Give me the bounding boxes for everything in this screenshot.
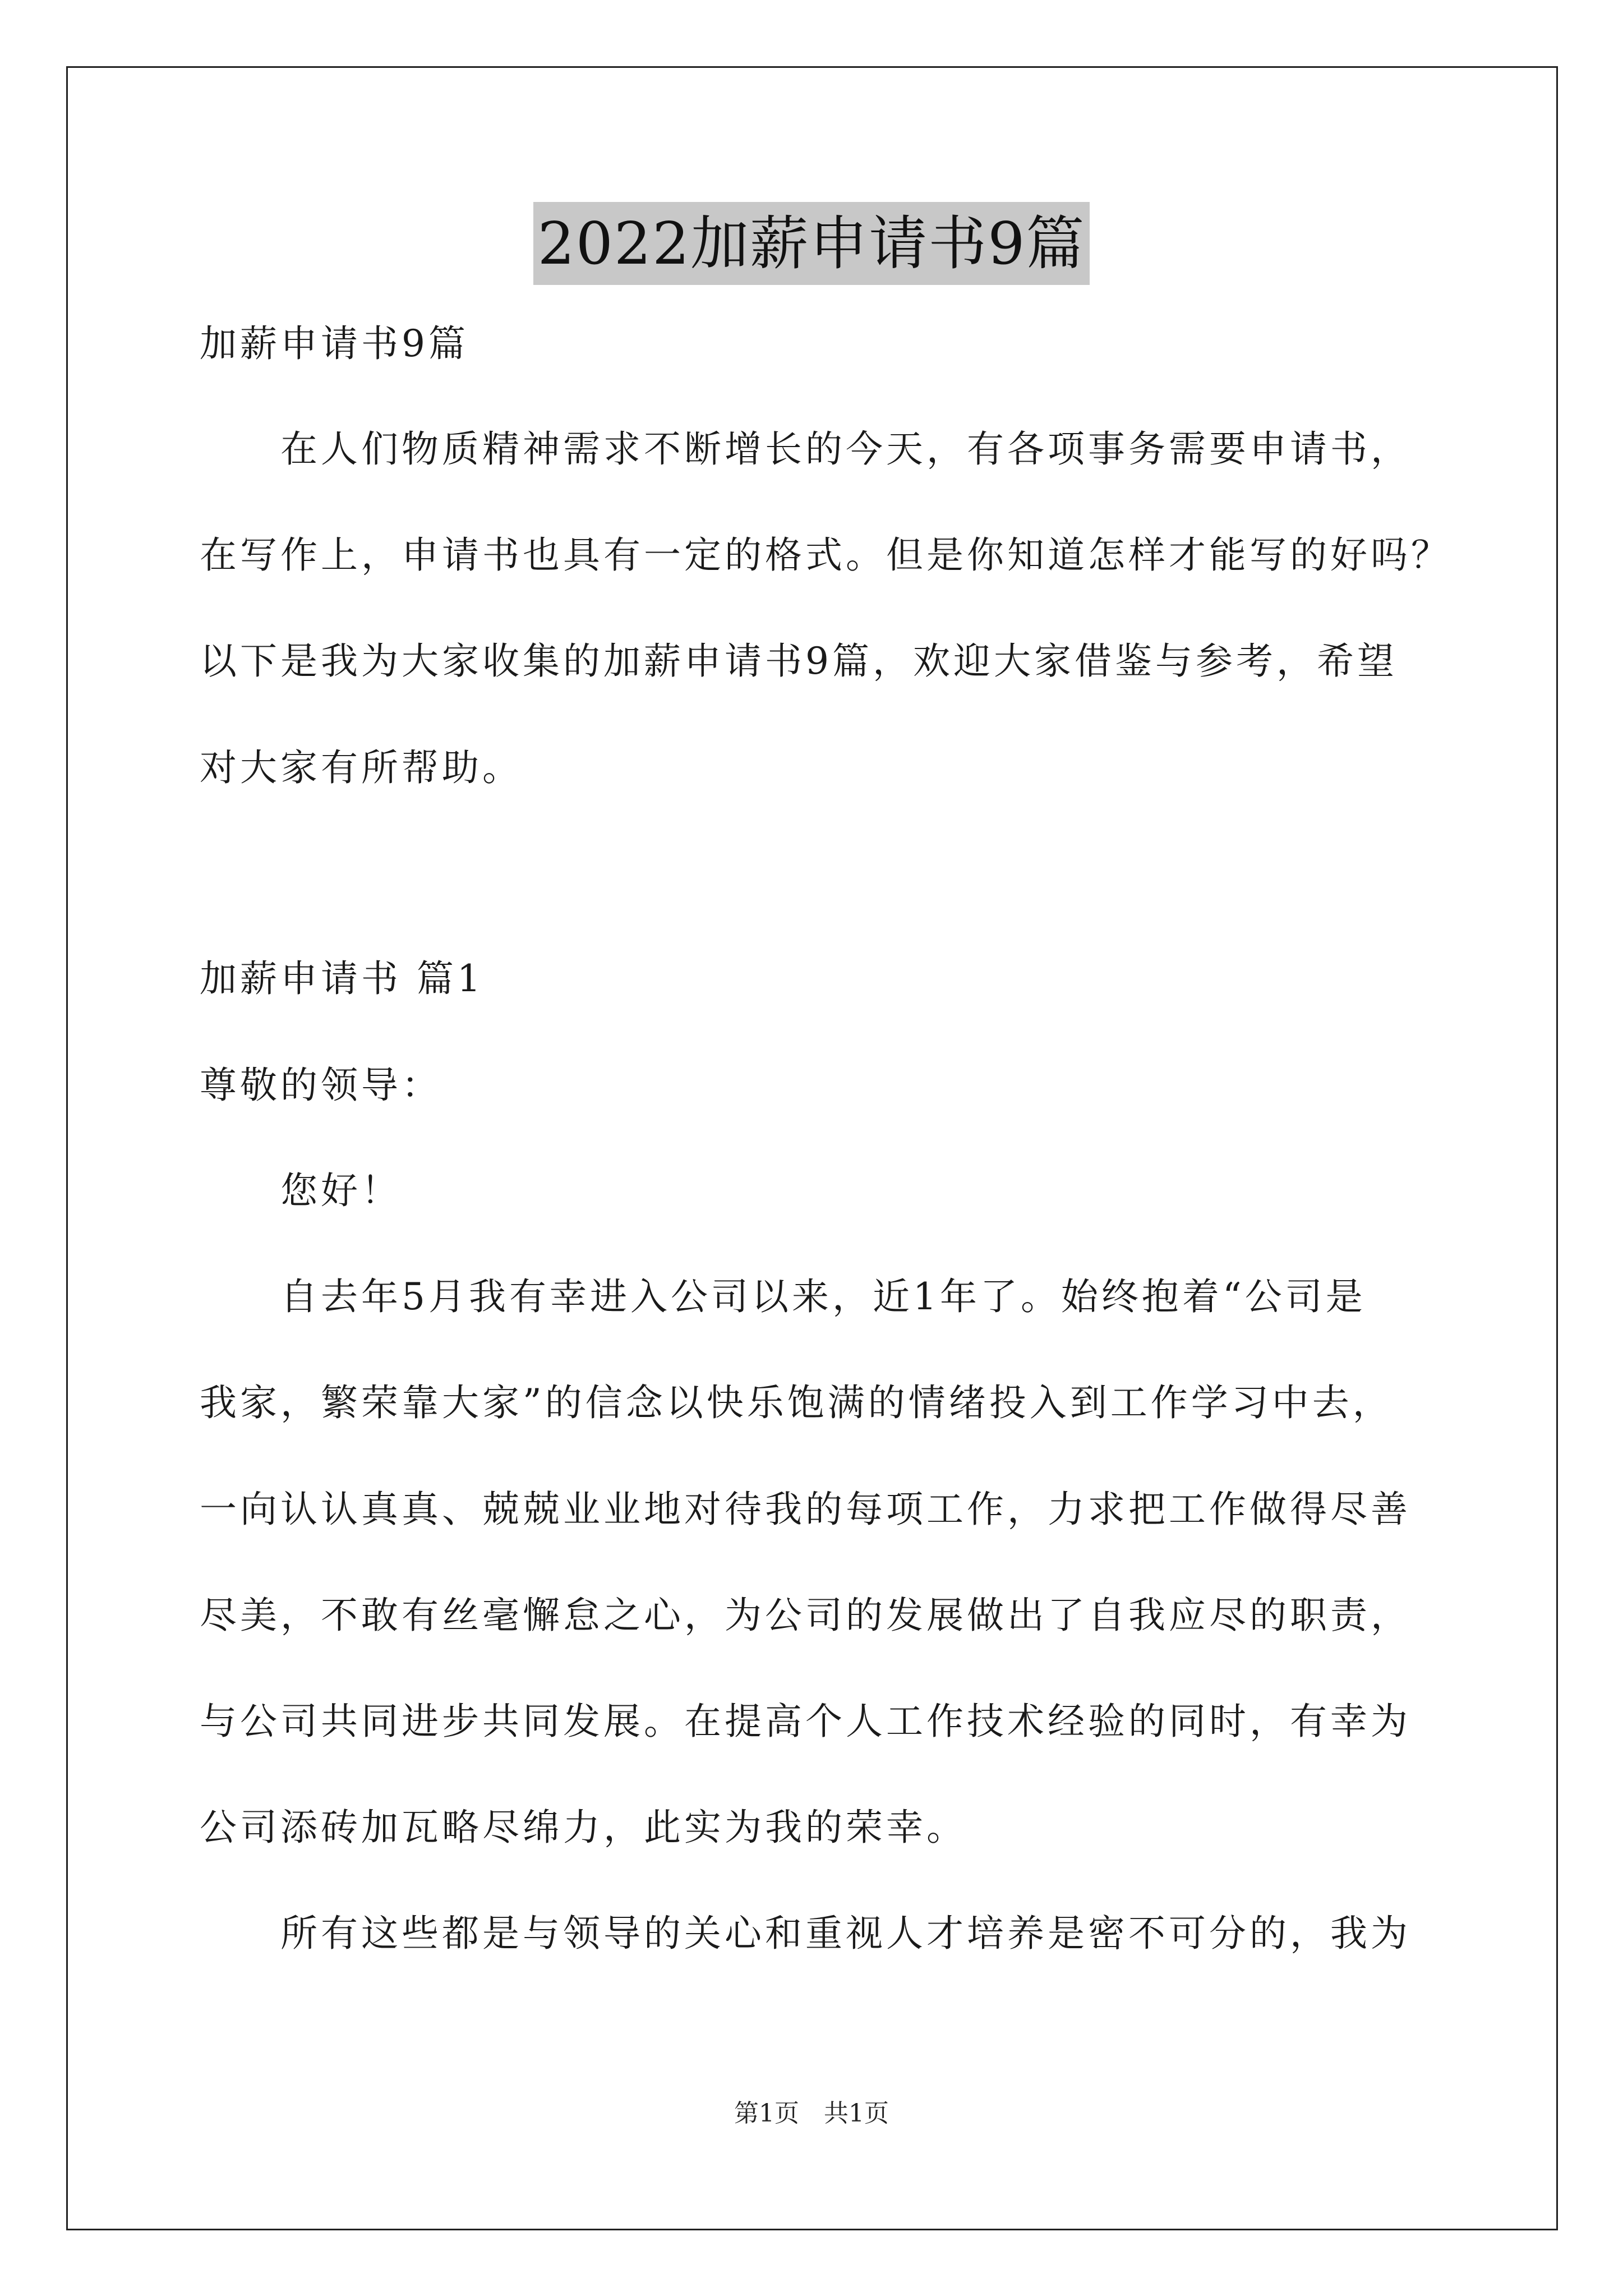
intro-line-2: 在写作上，申请书也具有一定的格式。但是你知道怎样才能写的好吗？	[200, 533, 1451, 577]
page-footer: 第1页 共1页	[734, 2099, 889, 2128]
intro-line-3: 以下是我为大家收集的加薪申请书9篇，欢迎大家借鉴与参考，希望	[200, 639, 1398, 683]
section-heading: 加薪申请书 篇1	[200, 957, 484, 1000]
intro-line-1: 在人们物质精神需求不断增长的今天，有各项事务需要申请书，	[280, 427, 1411, 471]
greeting: 您好！	[280, 1169, 402, 1212]
salutation: 尊敬的领导：	[200, 1064, 442, 1107]
intro-line-4: 对大家有所帮助。	[200, 746, 523, 789]
title-container	[0, 202, 1623, 285]
document-title: 2022加薪申请书9篇	[533, 202, 1090, 285]
body-line-7: 所有这些都是与领导的关心和重视人才培养是密不可分的，我为	[280, 1912, 1411, 1955]
body-line-5: 与公司共同进步共同发展。在提高个人工作技术经验的同时，有幸为	[200, 1700, 1411, 1743]
body-line-3: 一向认认真真、兢兢业业地对待我的每项工作，力求把工作做得尽善	[200, 1488, 1411, 1531]
page-border	[66, 66, 1558, 2230]
body-line-4: 尽美，不敢有丝毫懈怠之心，为公司的发展做出了自我应尽的职责，	[200, 1594, 1411, 1637]
body-line-6: 公司添砖加瓦略尽绵力，此实为我的荣幸。	[200, 1806, 967, 1849]
body-line-1: 自去年5月我有幸进入公司以来，近1年了。始终抱着“公司是	[280, 1275, 1366, 1318]
body-line-2: 我家，繁荣靠大家”的信念以快乐饱满的情绪投入到工作学习中去，	[200, 1381, 1393, 1424]
subtitle: 加薪申请书9篇	[200, 322, 469, 365]
